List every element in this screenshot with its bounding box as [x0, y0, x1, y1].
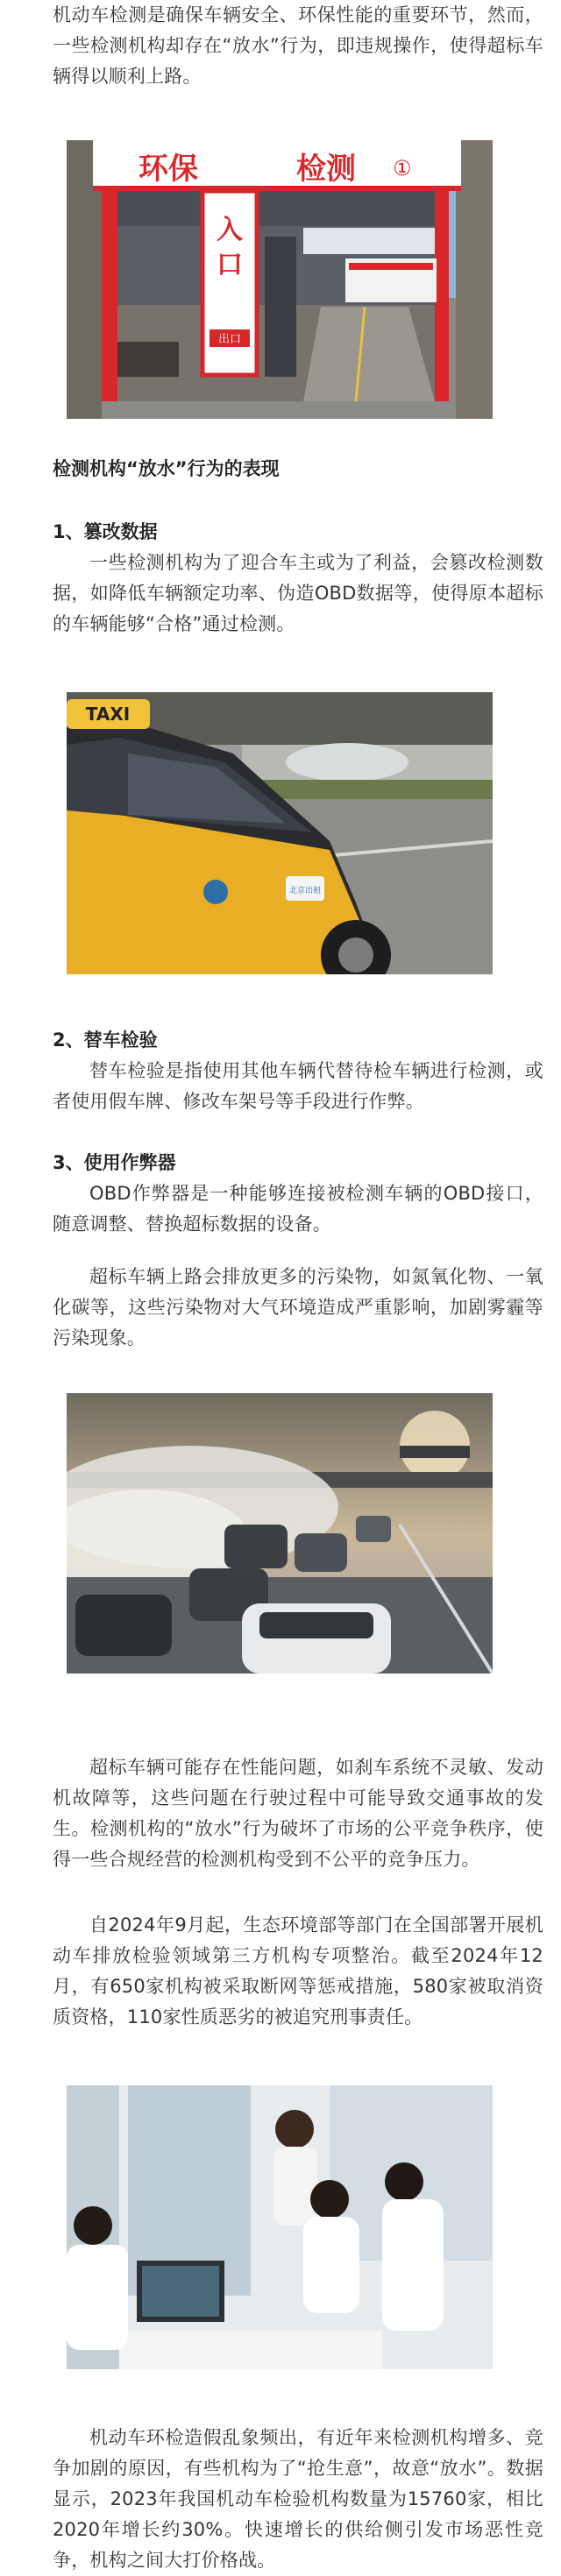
paragraph-safety-risk: 超标车辆可能存在性能问题，如刹车系统不灵敏、发动机故障等，这些问题在行驶过程中可能导致交通事故的发生。检测机构的“放水”行为破坏了市场的公平竞争秩序，使得一些合规经营的检测机构受到不公平的竞争压力。: [53, 1757, 543, 1870]
taxi-roof-text: TAXI: [85, 704, 131, 725]
paragraph-rectification: 自2024年9月起，生态环境部等部门在全国部署开展机动车排放检验领域第三方机构专项整治。截至2024年12月，有650家机构被采取断网等惩戒措施，580家被取消资质资格，110家性质恶劣的被追究刑事责任。: [53, 1914, 543, 2028]
taxi-door-text: 北京出租: [288, 887, 322, 895]
paragraph-substitute-vehicle: 替车检验是指使用其他车辆代替待检车辆进行检测，或者使用假车牌、修改车架号等手段进行作弊。: [53, 1060, 543, 1112]
svg-text:口: 口: [217, 250, 243, 280]
section-heading: 检测机构“放水”行为的表现: [53, 458, 280, 479]
paragraph-intro: 机动车检测是确保车辆安全、环保性能的重要环节，然而，一些检测机构却存在“放水”行为，即违规操作，使得超标车辆得以顺利上路。: [53, 4, 543, 87]
sign-left-text: 环保: [138, 152, 198, 187]
taxi-photo: [67, 692, 493, 974]
entrance-sign-text: 入: [217, 215, 243, 245]
paragraph-market-competition: 机动车环检造假乱象频出，有近年来检测机构增多、竞争加剧的原因，有些机构为了“抢生意”，故意“放水”。数据显示，2023年我国机动车检验机构数量为15760家，相比2020年增长约30%。快速增长的供给侧引发市场恶性竞争，机构之间大打价格战。: [53, 2427, 543, 2571]
heading-tamper-data: 1、篡改数据: [53, 521, 158, 542]
office-staff-photo: [67, 2085, 493, 2369]
inspection-station-photo: [67, 140, 493, 419]
sign-right-text: 检测: [296, 152, 356, 187]
heading-substitute-vehicle: 2、替车检验: [53, 1030, 158, 1051]
paragraph-cheat-device: OBD作弊器是一种能够连接被检测车辆的OBD接口，随意调整、替换超标数据的设备。: [53, 1183, 543, 1235]
exit-sign-text: 出口: [217, 333, 242, 346]
heading-cheat-device: 3、使用作弊器: [53, 1152, 176, 1173]
sign-number-text: ①: [393, 156, 412, 180]
paragraph-tamper-data: 一些检测机构为了迎合车主或为了利益，会篡改检测数据，如降低车辆额定功率、伪造OBD数据等，使得原本超标的车辆能够“合格”通过检测。: [53, 552, 543, 634]
paragraph-pollution: 超标车辆上路会排放更多的污染物，如氮氧化物、一氧化碳等，这些污染物对大气环境造成严重影响，加剧雾霾等污染现象。: [53, 1266, 543, 1348]
traffic-smog-photo: [67, 1393, 493, 1674]
